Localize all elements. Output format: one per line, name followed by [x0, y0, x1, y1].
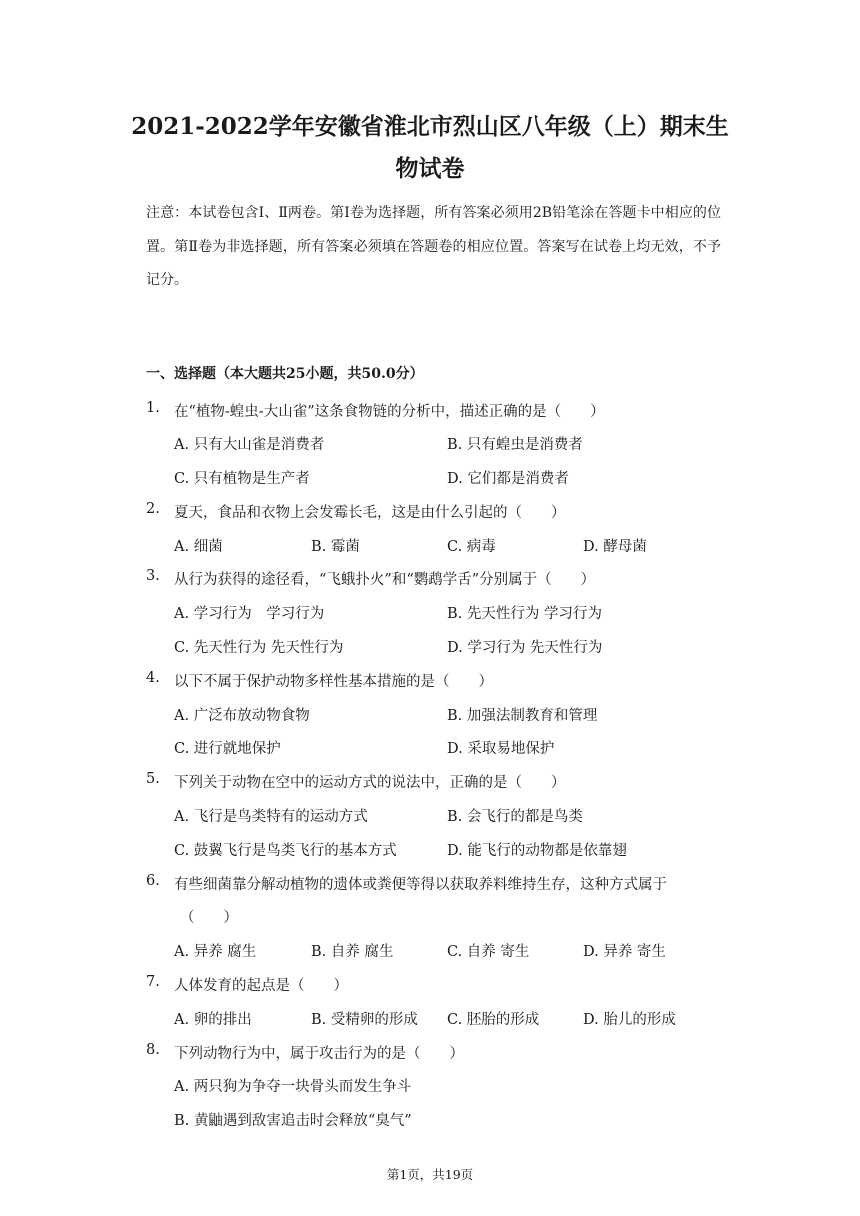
- option-c: C. 病毒: [447, 539, 496, 555]
- question-text: 下列关于动物在空中的运动方式的说法中，正确的是（ ）: [174, 775, 566, 791]
- option-d: D. 胎儿的形成: [583, 1012, 676, 1028]
- option-d: D. 异养 寄生: [583, 944, 666, 960]
- question-number: 1.: [146, 400, 160, 416]
- question-number: 5.: [146, 771, 160, 787]
- option-c: C. 只有植物是生产者: [174, 471, 310, 487]
- option-a: A. 只有大山雀是消费者: [174, 437, 325, 453]
- option-b: B. 霉菌: [311, 539, 360, 555]
- option-a: A. 卵的排出: [174, 1012, 252, 1028]
- option-c: C. 进行就地保护: [174, 741, 281, 757]
- option-c: C. 鼓翼飞行是鸟类飞行的基本方式: [174, 843, 397, 859]
- question-number: 3.: [146, 568, 160, 584]
- option-a: A. 异养 腐生: [174, 944, 257, 960]
- option-d: D. 它们都是消费者: [447, 471, 569, 487]
- option-c: C. 先天性行为 先天性行为: [174, 640, 344, 656]
- option-c: C. 胚胎的形成: [447, 1012, 540, 1028]
- question-text: 夏天，食品和衣物上会发霉长毛，这是由什么引起的（ ）: [174, 505, 566, 521]
- question-text: 有些细菌靠分解动植物的遗体或粪便等得以获取养料维持生存，这种方式属于: [174, 877, 667, 893]
- exam-notice: 注意：本试卷包含Ⅰ、Ⅱ两卷。第Ⅰ卷为选择题，所有答案必须用2B铅笔涂在答题卡中相应的位置。第Ⅱ卷为非选择题，所有答案必须填在答题卷的相应位置。答案写在试卷上均无效，不予记分。: [146, 205, 721, 288]
- option-a: A. 飞行是鸟类特有的运动方式: [174, 809, 368, 825]
- question-text: 以下不属于保护动物多样性基本措施的是（ ）: [174, 674, 493, 690]
- option-b: B. 先天性行为 学习行为: [447, 606, 602, 622]
- question-number: 7.: [146, 974, 160, 990]
- page-footer: 第1页，共19页: [386, 1167, 474, 1182]
- page-title: 2021-2022学年安徽省淮北市烈山区八年级（上）期末生: [131, 113, 729, 140]
- question-text: 下列动物行为中，属于攻击行为的是（ ）: [174, 1046, 464, 1062]
- page-title-continued: 物试卷: [395, 155, 465, 182]
- option-a: A. 广泛布放动物食物: [174, 708, 310, 724]
- question-number: 4.: [146, 670, 160, 686]
- option-a: A. 学习行为 学习行为: [174, 606, 325, 622]
- option-b: B. 自养 腐生: [311, 944, 394, 960]
- option-d: D. 酵母菌: [583, 539, 647, 555]
- option-d: D. 学习行为 先天性行为: [447, 640, 603, 656]
- option-b: B. 受精卵的形成: [311, 1012, 418, 1028]
- question-number: 2.: [146, 501, 160, 517]
- question-text: 在“植物-蝗虫-大山雀”这条食物链的分析中，描述正确的是（ ）: [174, 404, 605, 420]
- option-d: D. 采取易地保护: [447, 741, 555, 757]
- question-text-continued: （ ）: [180, 910, 238, 926]
- option-a: A. 细菌: [174, 539, 223, 555]
- option-b: B. 只有蝗虫是消费者: [447, 437, 583, 453]
- option-c: C. 自养 寄生: [447, 944, 530, 960]
- section-heading: 一、选择题（本大题共25小题，共50.0分）: [146, 366, 424, 382]
- option-d: D. 能飞行的动物都是依靠翅: [447, 843, 627, 859]
- question-number: 6.: [146, 873, 160, 889]
- question-text: 从行为获得的途径看，“飞蛾扑火”和“鹦鹉学舌”分别属于（ ）: [174, 572, 596, 588]
- option-a: A. 两只狗为争夺一块骨头而发生争斗: [174, 1079, 412, 1095]
- option-b: B. 加强法制教育和管理: [447, 708, 598, 724]
- question-number: 8.: [146, 1042, 160, 1058]
- option-b: B. 会飞行的都是鸟类: [447, 809, 583, 825]
- question-text: 人体发育的起点是（ ）: [174, 978, 348, 994]
- option-b: B. 黄鼬遇到敌害追击时会释放“臭气”: [174, 1113, 412, 1129]
